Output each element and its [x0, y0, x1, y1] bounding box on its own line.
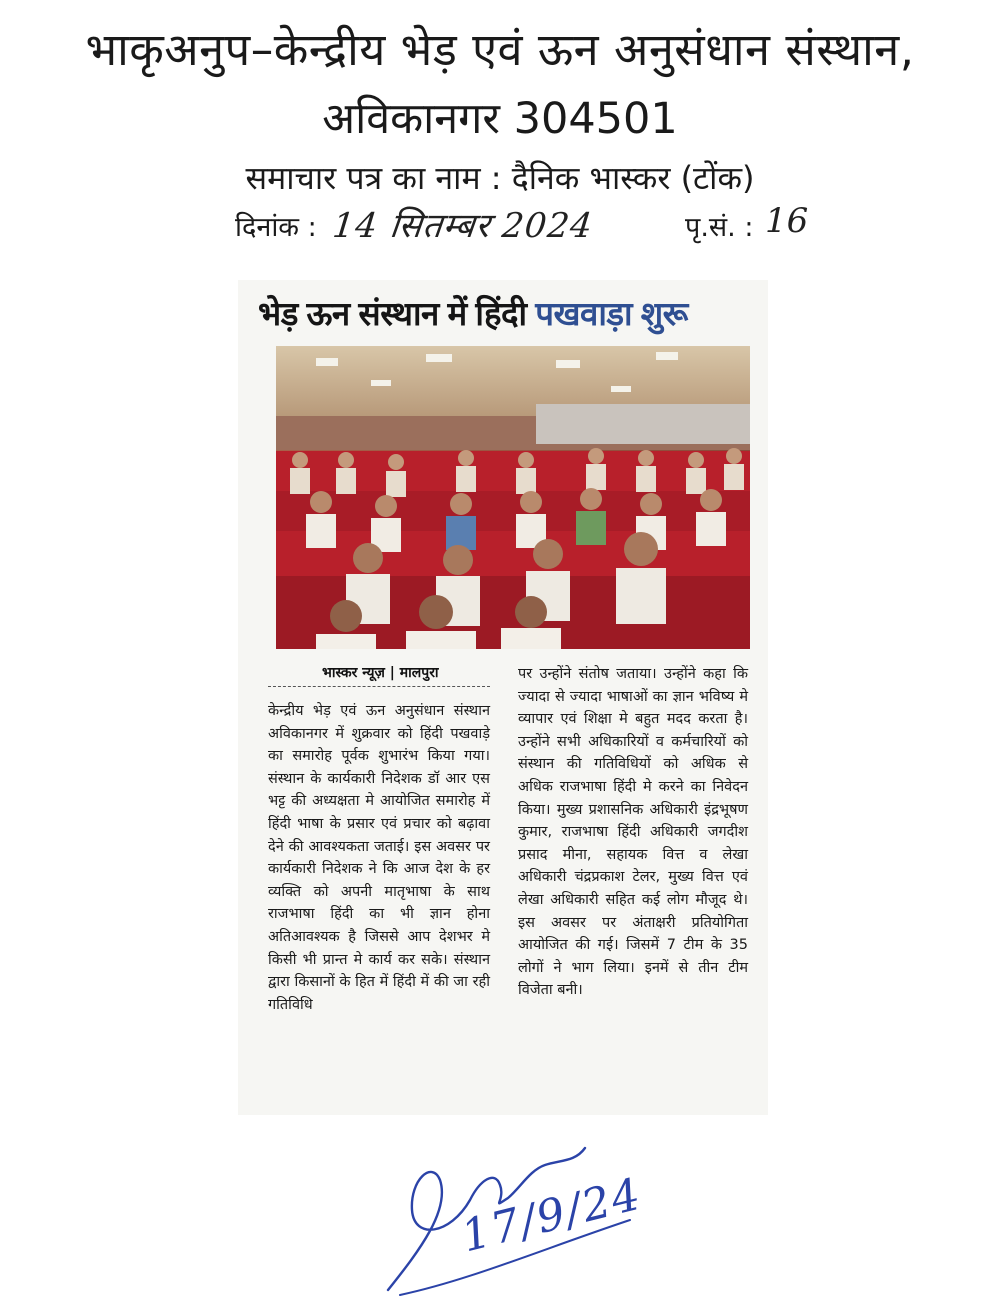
handwritten-page-number: 16: [765, 201, 809, 241]
article-column-left: [268, 700, 490, 1016]
auditorium-audience-image: [276, 346, 750, 649]
institute-name-line: भाकृअनुप–केन्द्रीय भेड़ एवं ऊन अनुसंधान संस्थान,: [85, 23, 915, 76]
newspaper-clipping: [238, 280, 768, 1115]
signature-date: 17/9/24: [456, 1168, 648, 1263]
date-label: दिनांक :: [235, 212, 317, 243]
article-body-right: पर उन्होंने संतोष जताया। उन्होंने कहा कि ज्यादा से ज्यादा भाषाओं का ज्ञान भविष्य मे व्यापार एवं शिक्षा मे बहुत मदद करता है। उन्होंने सभी अधिकारियों व कर्मचारियों को संस्थान की गतिविधियों को अधिक से अधिक राजभाषा हिंदी मे करने का निवेदन किया। मुख्य प्रशासनिक अधिकारी इंद्रभूषण कुमार, राजभाषा हिंदी अधिकारी जगदीश प्रसाद मीना, सहायक वित्त व लेखा अधिकारी चंद्रप्रकाश टेलर, मुख्य वित्त एवं लेखा अधिकारी सहित कई लोग मौजूद थे। इस अवसर पर अंताक्षरी प्रतियोगिता आयोजित की गई। जिसमें 7 टीम के 35 लोगों ने भाग लिया। इनमें से तीन टीम विजेता बनी।: [518, 666, 748, 999]
newspaper-name-line: समाचार पत्र का नाम : दैनिक भास्कर (टोंक): [245, 159, 755, 197]
handwritten-signature: [380, 1140, 648, 1300]
article-column-right: [518, 663, 748, 1002]
handwritten-date: 14 सितम्बर 2024: [330, 206, 595, 246]
institute-location-line: अविकानगर 304501: [322, 94, 678, 144]
article-headline: [258, 290, 758, 335]
page-number-label: पृ.सं. :: [685, 212, 754, 243]
byline-divider: [268, 686, 490, 687]
article-body-left: केन्द्रीय भेड़ एवं ऊन अनुसंधान संस्थान अविकानगर में शुक्रवार को हिंदी पखवाड़े का समारोह पूर्वक शुभारंभ किया गया। संस्थान के कार्यकारी निदेशक डॉ आर एस भट्ट की अध्यक्षता मे आयोजित समारोह में हिंदी भाषा के प्रसार एवं प्रचार को बढ़ावा देने की आवश्यकता जताई। इस अवसर पर कार्यकारी निदेशक ने कि आज देश के हर व्यक्ति को अपनी मातृभाषा के साथ राजभाषा हिंदी का भी ज्ञान होना अतिआवश्यक है जिससे आप देशभर मे किसी भी प्रान्त मे कार्य कर सके। संस्थान द्वारा किसानों के हित में हिंदी में की जा रही गतिविधि: [268, 703, 490, 1013]
byline: भास्कर न्यूज़ | मालपुरा: [322, 665, 439, 681]
event-photo: [276, 346, 750, 649]
date-page-row: [235, 203, 835, 263]
headline-accent: पखवाड़ा शुरू: [535, 295, 688, 332]
headline-main: भेड़ ऊन संस्थान में हिंदी: [258, 295, 527, 332]
